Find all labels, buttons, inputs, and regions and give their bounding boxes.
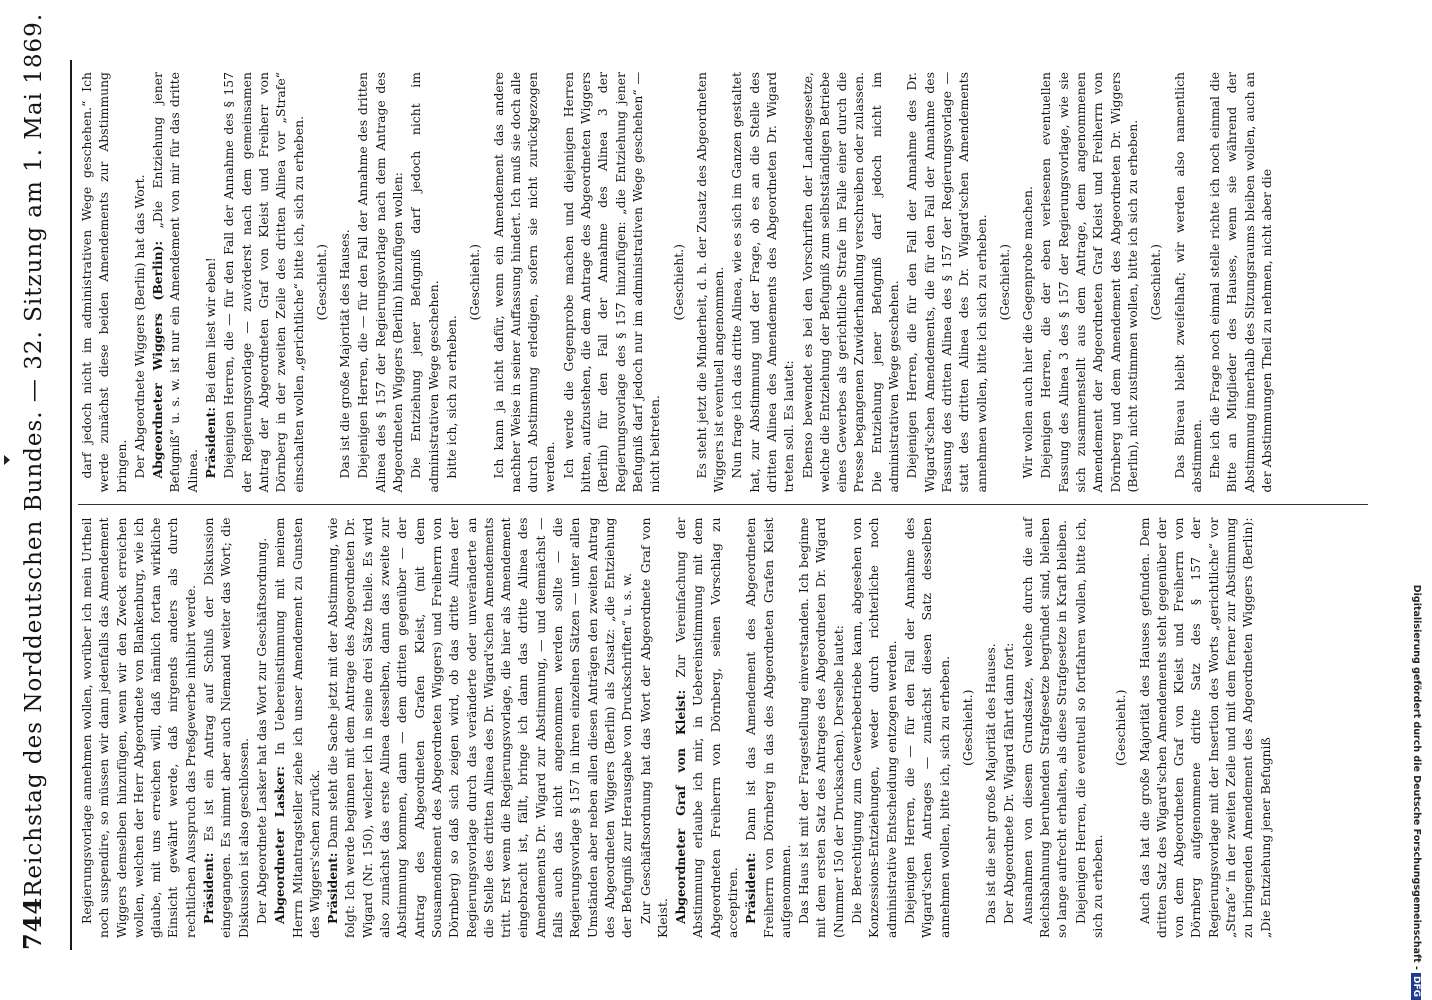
text-paragraph bbox=[1206, 72, 1275, 493]
paragraph-text: Das ist die große Majorität des Hauses. bbox=[337, 229, 353, 479]
text-paragraph bbox=[1136, 518, 1274, 939]
paragraph-text: Ehe ich die Frage noch einmal stelle richte ich noch einmal die Bitte an Mitglieder des Hauses, wenn sie während der Abstimmung innerhalb des Sitzungsraums bleiben wollen, auch an der Abstimmungen Theil zu nehmen, nicht aber die bbox=[1207, 72, 1274, 493]
paragraph-text: Das Büreau bleibt zweifelhaft; wir werden also namentlich abstimmen. bbox=[1171, 72, 1204, 493]
text-paragraph bbox=[728, 72, 797, 493]
paragraph-text: Ich werde die Gegenprobe machen und diejenigen Herren bitten, aufzustehen, die dem Antrage des Abgeordneten Wiggers (Berlin) für den Fall der Annahme des Alinea 3 der Regierungsvorlage des § 157 hinzufügen: „die Entziehung jener Befugniß darf jedoch nur im administrativen Wege geschehen“ — nicht beitreten. bbox=[560, 72, 663, 493]
digitization-credit bbox=[1410, 0, 1422, 1000]
paragraph-text: bitte ich, sich zu erheben. bbox=[443, 315, 459, 479]
speaker-name: Präsident: bbox=[203, 407, 219, 479]
paragraph-text: Das ist die sehr große Majorität des Hauses. bbox=[983, 643, 999, 924]
paragraph-text: Bei dem liest wir eben! bbox=[203, 257, 219, 408]
paragraph-text: Dann steht die Sache jetzt mit der Abstimmung, wie folgt: Ich werde beginnen mit dem Antrage des Abgeordneten Dr. Wigard (Nr. 150), welcher ich in seine drei Sätze theile. Es wird also zunächst das erste Alinea desselben, dann das zweite zur Abstimmung kommen, dann — dem dritten gegenüber — der Antrag des Abgeordneten Grafen Kleist, (mit dem Sousamendement des Abgeordneten Wiggers) und Freiherrn von Dörnberg) so daß sich zeigen wird, ob das dritte Alinea der Regierungsvorlage durch das veränderte oder unveränderte an die Stelle des dritten Alinea des Dr. Wigard'schen Amendements tritt. Erst wenn die Regierungsvorlage, die hier als Amendement eingebracht ist, fällt, bringe ich dann das dritte Alinea des Amendements Dr. Wigard zur Abstimmung, — und demnächst — falls auch das nicht angenommen werden sollte — die Regierungsvorlage § 157 in ihren einzelnen Sätzen — unter allen Umständen aber neben allen diesen Anträgen den zweiten Antrag des Abgeordneten Wiggers (Berlin) als Zusatz: „die Entziehung der Befugniß zur Herausgabe von Druckschriften“ u. s. w. bbox=[325, 517, 635, 938]
text-paragraph bbox=[1037, 72, 1141, 493]
stage-direction: (Geschieht.) bbox=[959, 689, 975, 766]
page-number: 744 bbox=[18, 896, 47, 950]
paragraph-text: Die Berechtigung zum Gewerbebetriebe kann, abgesehen von Konzessions-Entziehungen, weder durch richterliche noch administrative Entscheidung entzogen werden. bbox=[849, 517, 899, 938]
speaker-name: Präsident: bbox=[743, 852, 759, 924]
paragraph-text: Dann ist das Amendement des Abgeordneten Freiherrn von Dörnberg in das des Abgeordneten Grafen Kleist aufgenommen. bbox=[743, 517, 793, 938]
text-paragraph bbox=[1000, 518, 1017, 939]
paragraph-text: Das Haus ist mit der Fragestellung einverstanden. Ich beginne mit dem ersten Satz des Antrages des Abgeordneten Dr. Wigard (Nummer 150 der Drucksachen). Derselbe lautet: bbox=[796, 517, 846, 938]
paragraph-text: Der Abgeordnete Dr. Wigard fährt dann fort: bbox=[1001, 642, 1017, 924]
text-paragraph bbox=[490, 72, 559, 493]
text-paragraph bbox=[78, 518, 199, 939]
paragraph-text: Ausnahmen von diesem Grundsatze, welche durch die auf Reichsbahnung beruhenden Strafgesetze begründet sind, bleiben so lange aufrecht erhalten, als diese Strafgesetze in Kraft bleiben. bbox=[1019, 517, 1070, 938]
paragraph-text: „Die Entziehung jener Befugniß“ u. s. w. ist nur ein Amendement von mir für das dritte Alinea. bbox=[150, 72, 200, 493]
speech-paragraph bbox=[672, 518, 741, 939]
speech-paragraph bbox=[271, 518, 323, 939]
header-rule bbox=[70, 60, 72, 950]
speech-paragraph bbox=[742, 518, 794, 939]
paragraph-text: Nun frage ich das dritte Alinea, wie es sich im Ganzen gestaltet hat, zur Abstimmung und der Frage, ob es an die Stelle des dritten Alinea des Amendements des Abgeordneten Dr. Wigard treten soll. Es lautet: bbox=[729, 72, 797, 493]
text-paragraph bbox=[1019, 72, 1036, 493]
text-paragraph bbox=[1019, 518, 1071, 939]
text-paragraph bbox=[848, 518, 900, 939]
paragraph-text: Ebenso bewendet es bei den Vorschriften der Landesgesetze, welche die Entziehung der Befugniß zum selbstständigen Betriebe eines Gewerbes als gerichtliche Strafe im Falle einer durch die Presse begangenen Zuwiderhandlung verschreiben oder zulassen. Die Entziehung jener Befugniß darf jedoch nicht im administrativen Wege geschehen. bbox=[799, 72, 902, 493]
paragraph-text: Es ist ein Antrag auf Schluß der Diskussion eingegangen. Es nimmt aber auch Niemand weiter das Wort; die Diskussion ist also geschlossen. bbox=[201, 517, 251, 938]
speech-paragraph bbox=[200, 518, 252, 939]
paragraph-text: Es steht jetzt die Minderheit, d. h. der Zusatz des Abgeordneten Wiggers ist eventuell angenommen. bbox=[693, 72, 727, 493]
right-column bbox=[78, 60, 1368, 505]
column-divider bbox=[78, 505, 1368, 506]
paragraph-text: Die Entziehung jener Befugniß darf jedoch nicht im administrativen Wege geschehen. bbox=[408, 72, 441, 493]
speaker-name: Abgeordneter Wiggers (Berlin): bbox=[150, 240, 166, 479]
text-paragraph bbox=[903, 72, 989, 493]
speaker-name: Präsident: bbox=[201, 852, 217, 924]
speaker-name: Abgeordneter Graf von Kleist: bbox=[673, 689, 689, 924]
page-title: Reichstag des Norddeutschen Bundes. — 32. Sitzung am 1. Mai 1869. bbox=[21, 12, 47, 897]
speaker-name: Abgeordneter Lasker: bbox=[272, 766, 288, 924]
text-paragraph bbox=[982, 518, 999, 939]
text-paragraph bbox=[78, 72, 130, 493]
stage-direction: (Geschieht.) bbox=[1113, 689, 1129, 766]
paragraph-text: Der Abgeordnete Lasker hat das Wort zur Geschäftsordnung. bbox=[253, 537, 269, 924]
text-paragraph bbox=[901, 518, 953, 939]
text-paragraph bbox=[443, 72, 460, 493]
stage-direction: (Geschieht.) bbox=[996, 244, 1012, 321]
text-paragraph bbox=[795, 518, 847, 939]
paragraph-text: In Uebereinstimmung mit meinem Herrn Mitantragsteller ziehe ich unser Amendement zu Gunsten des Wiggers'schen zurück. bbox=[272, 517, 322, 938]
text-paragraph bbox=[1171, 72, 1206, 493]
text-paragraph bbox=[354, 72, 406, 493]
paragraph-text: Diejenigen Herren, die eventuell so fortfahren wollen, bitte ich, sich zu erheben. bbox=[1072, 517, 1105, 938]
paragraph-text: Diejenigen Herren, die der eben verlesenen eventuellen Fassung des Alinea 3 des § 157 der Regierungsvorlage, wie sie sich zusammenstellt aus dem Antrage, dem angenommenen Amendement der Abgeordneten Graf Kleist und Freiherrn von Dörnberg und dem Amendement des Abgeordneten Dr. Wiggers (Berlin), nicht zustimmen wollen, bitte ich sich zu erheben. bbox=[1038, 72, 1140, 493]
speaker-name: Präsident: bbox=[325, 852, 341, 924]
text-paragraph bbox=[693, 72, 728, 493]
text-paragraph bbox=[799, 72, 903, 493]
speech-paragraph bbox=[149, 72, 201, 493]
paragraph-text: Zur Vereinfachung der Abstimmung erlaube ich mir, in Uebereinstimmung mit dem Abgeordneten Freiherrn von Dörnberg, seinen Vorschlag zu acceptiren. bbox=[673, 517, 740, 938]
left-column bbox=[78, 506, 1368, 951]
paragraph-text: Diejenigen Herren, die — für den Fall der Annahme des dritten Alinea des § 157 der Regierungsvorlage nach dem Antrage des Abgeordneten Wiggers (Berlin) hinzufügen wollen: bbox=[355, 72, 406, 493]
stage-direction: (Geschieht.) bbox=[467, 244, 483, 321]
speech-paragraph bbox=[324, 518, 635, 939]
paragraph-text: Diejenigen Herren, die für den Fall der Annahme des Dr. Wigard'schen Amendements, die für den Fall der Annahme des Fassung des dritten Alinea des § 157 der Regierungsvorlage — statt des dritten Alinea des Dr. Wigard'schen Amendements annehmen wollen, bitte ich sich zu erheben. bbox=[904, 72, 989, 493]
text-paragraph bbox=[131, 72, 148, 493]
credit-text: Digitalisierung gefördert durch die Deutsche Forschungsgemeinschaft - bbox=[1411, 584, 1422, 970]
paragraph-text: darf jedoch nicht im administrativen Wege geschehen.“ Ich werde zunächst diese beiden Amendements zur Abstimmung bringen. bbox=[79, 72, 129, 493]
speech-paragraph bbox=[202, 72, 219, 493]
stage-direction: (Geschieht.) bbox=[313, 244, 329, 321]
paragraph-text: Ich kann ja nicht dafür, wenn ein Amendement das andere nachher Weise in seiner Auffassung hindert. Ich muß sie doch alle durch Abstimmung erledigen, sofern sie nicht zurückgezogen werden. bbox=[490, 72, 558, 493]
paragraph-text: Diejenigen Herren, die — für den Fall der Annahme des Wigard'schen Antrages — zunächst diesen Satz desselben annehmen wollen, bitte ich, sich zu erheben. bbox=[901, 517, 952, 938]
paragraph-text: Regierungsvorlage annehmen wollen, worüber ich mein Urtheil noch suspendire, so müssen wir dann jedenfalls das Amendement Wiggers demselben hinzufügen, wenn wir den Zweck erreichen wollen, welchen der Herr Abgeordnete von Blankenburg, wie ich glaube, mit uns erreichen will, daß nämlich fortan wirkliche Einsicht gewährt werde, daß nirgends anders als durch rechtlichen Ausspruch das Preßgewerbe inhibirt werde. bbox=[79, 517, 198, 938]
text-paragraph bbox=[336, 72, 353, 493]
text-paragraph bbox=[220, 72, 306, 493]
paragraph-text: Wir wollen auch hier die Gegenprobe machen. bbox=[1020, 186, 1036, 479]
paragraph-text: Auch das hat die große Majorität des Hauses gefunden. Dem dritten Satz des Wigard'schen Amendements steht gegenüber der von dem Abgeordneten Graf von Kleist und Freiherrn von Dörnberg aufgenommene dritte Satz des § 157 der Regierungsvorlage mit der Insertion des Worts „gerichtliche“ vor „Strafe“ in der zweiten Zeile und mit dem ferner zur Abstimmung zu bringenden Amendement des Abgeordneten Wiggers (Berlin): „Die Entziehung jener Befugniß bbox=[1136, 517, 1273, 938]
text-paragraph bbox=[560, 72, 664, 493]
page-header bbox=[18, 12, 70, 950]
dfg-logo: DFG bbox=[1411, 973, 1421, 1000]
paragraph-text: Zur Geschäftsordnung hat das Wort der Abgeordnete Graf von Kleist. bbox=[637, 517, 670, 938]
stage-direction: (Geschieht.) bbox=[670, 244, 686, 321]
paragraph-text: Der Abgeordnete Wiggers (Berlin) hat das Wort. bbox=[131, 174, 147, 479]
paragraph-text: Diejenigen Herren, die — für den Fall der Annahme des § 157 der Regierungsvorlage — zuvörderst nach dem gemeinsamen Antrag der Abgeordneten Graf von Kleist und Freiherr von Dörnberg in der zweiten Zeile des dritten Alinea vor „Strafe“ einschalten wollen „gerichtliche“ bitte ich, sich zu erheben. bbox=[221, 72, 306, 493]
text-columns bbox=[78, 60, 1368, 950]
stage-direction: (Geschieht.) bbox=[1148, 244, 1164, 321]
text-paragraph bbox=[253, 518, 270, 939]
text-paragraph bbox=[637, 518, 672, 939]
text-paragraph bbox=[1072, 518, 1107, 939]
text-paragraph bbox=[407, 72, 442, 493]
